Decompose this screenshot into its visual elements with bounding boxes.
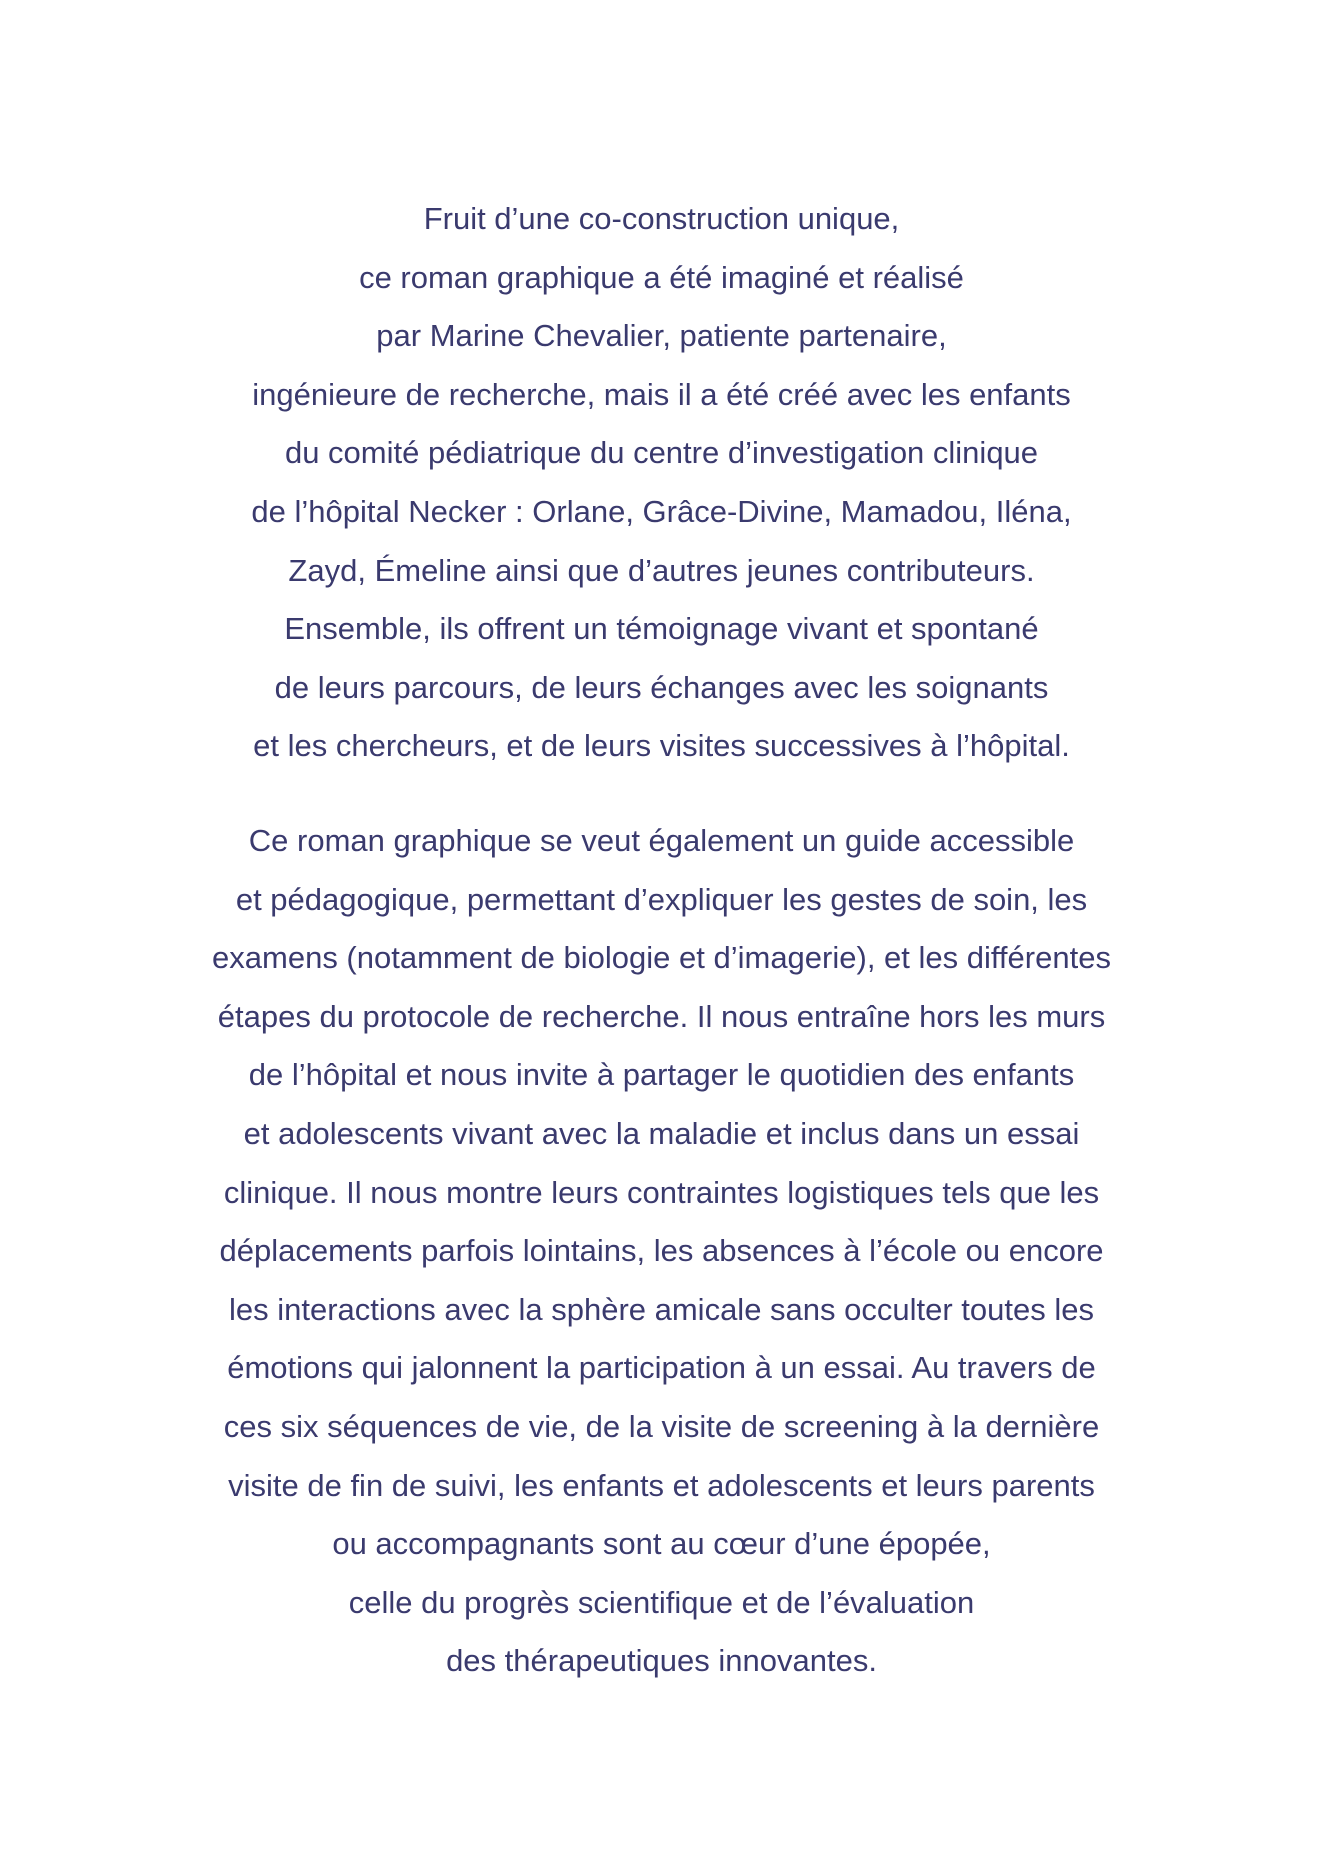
text-line: par Marine Chevalier, patiente partenaire, [376,318,947,354]
text-line: Ce roman graphique se veut également un guide accessible [248,823,1075,858]
text-line: Ensemble, ils offrent un témoignage vivant et spontané [284,611,1039,647]
text-line: et adolescents vivant avec la maladie et inclus dans un essai [243,1115,1080,1151]
text-line: ces six séquences de vie, de la visite de screening à la dernière [223,1408,1100,1444]
paragraph-description [0,812,1323,1691]
text-line: Fruit d’une co-construction unique, [423,201,900,236]
text-line: et les chercheurs, et de leurs visites successives à l’hôpital. [253,728,1070,764]
text-line: étapes du protocole de recherche. Il nous entraîne hors les murs [217,998,1106,1034]
text-line: ou accompagnants sont au cœur d’une épopée, [332,1526,991,1562]
text-line: les interactions avec la sphère amicale sans occulter toutes les [229,1291,1094,1327]
text-line: examens (notamment de biologie et d’imagerie), et les différentes [212,940,1111,976]
text-line: ingénieure de recherche, mais il a été créé avec les enfants [252,376,1071,412]
text-line: celle du progrès scientifique et de l’évaluation [348,1584,975,1620]
text-line: ce roman graphique a été imaginé et réalisé [359,259,964,295]
text-line: de leurs parcours, de leurs échanges avec les soignants [274,669,1049,705]
text-line: déplacements parfois lointains, les absences à l’école ou encore [219,1233,1104,1269]
text-line: des thérapeutiques innovantes. [446,1643,877,1679]
paragraph-intro [0,190,1323,776]
text-line: du comité pédiatrique du centre d’investigation clinique [284,435,1039,471]
text-line: de l’hôpital et nous invite à partager le quotidien des enfants [248,1057,1075,1093]
text-line: de l’hôpital Necker : Orlane, Grâce-Divine, Mamadou, Iléna, [251,493,1072,529]
text-line: clinique. Il nous montre leurs contraintes logistiques tels que les [223,1174,1100,1210]
text-line: Zayd, Émeline ainsi que d’autres jeunes contributeurs. [288,552,1035,588]
text-line: émotions qui jalonnent la participation à un essai. Au travers de [227,1350,1096,1386]
text-line: visite de fin de suivi, les enfants et adolescents et leurs parents [228,1467,1095,1503]
text-line: et pédagogique, permettant d’expliquer les gestes de soin, les [235,881,1088,917]
